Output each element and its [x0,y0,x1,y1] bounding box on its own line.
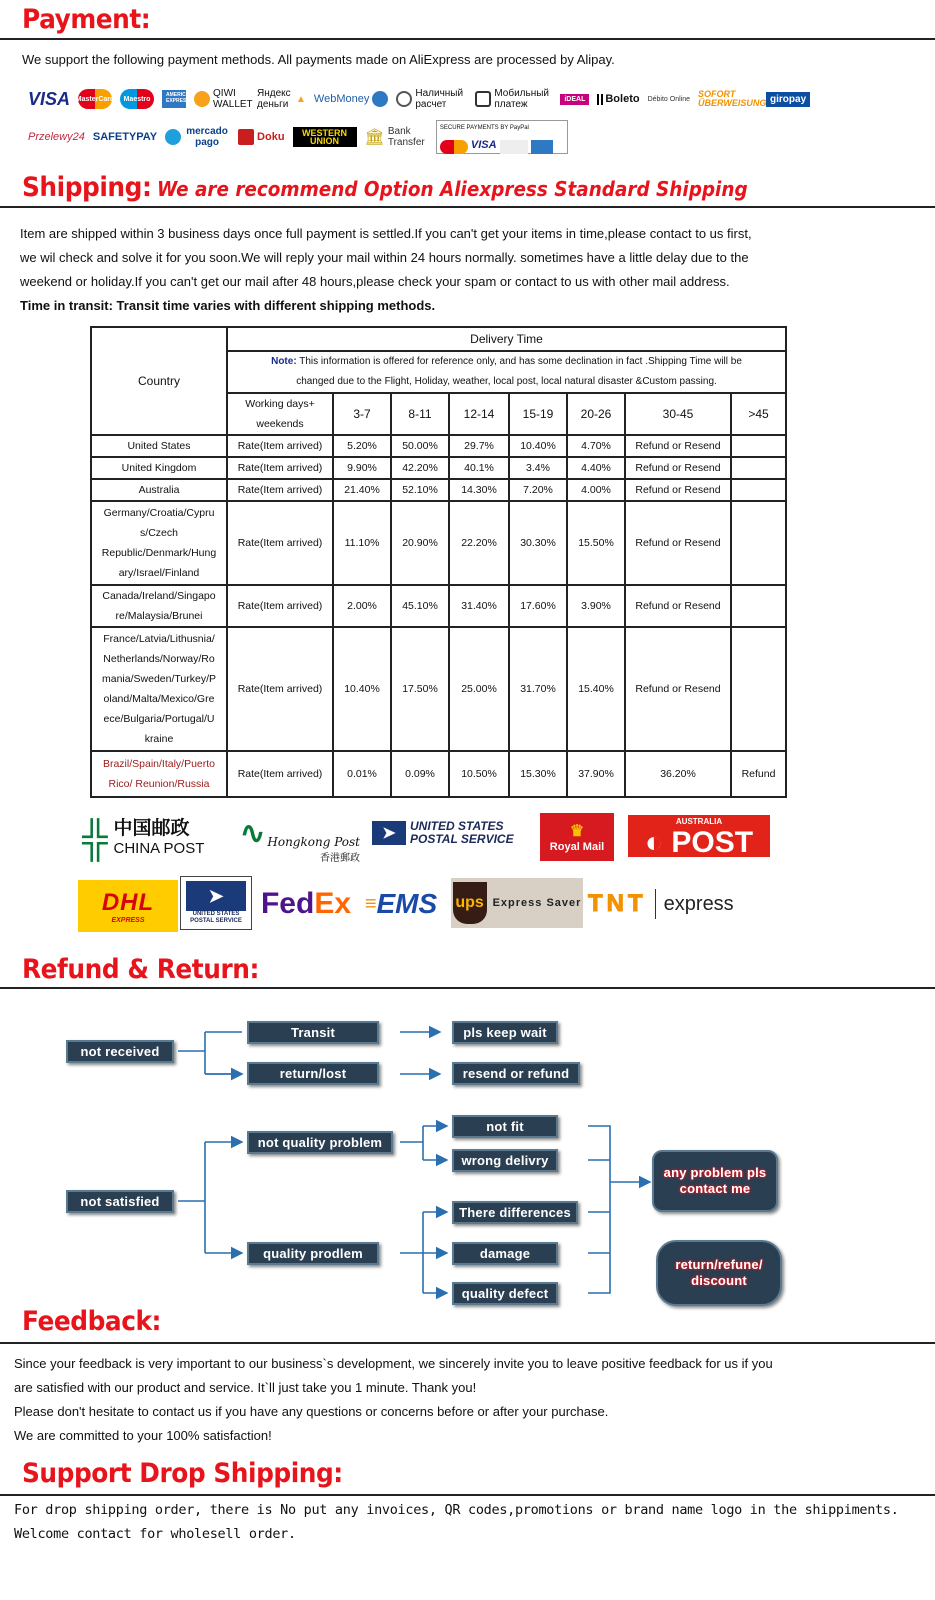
bank-icon: 🏛 [364,128,385,146]
sofort-logo: SOFORT ÜBERWEISUNG [698,89,767,108]
quality-defect-box: quality defect [452,1282,558,1305]
feedback-line-3: Please don't hesitate to contact us if you have any questions or concerns before or after your purchase. [14,1404,609,1419]
payment-divider [0,38,935,40]
maestro-logo: Maestro [120,89,154,109]
working-days-header: Working days+ weekends [227,393,333,435]
ems-logo: ≡ EMS [364,888,438,919]
shipping-line-1: Item are shipped within 3 business days once full payment is settled.If you can't get your items in time,please contact to us first, [20,226,752,241]
rate-cell: 0.01% [333,751,391,797]
rate-cell: 52.10% [391,479,449,501]
delivery-time-table [90,326,787,798]
rate-label-cell: Rate(Item arrived) [227,585,333,627]
rate-label-cell: Rate(Item arrived) [227,751,333,797]
shipping-line-3: weekend or holiday.If you can't get our mail after 48 hours,please check your spam or contact to us with other mail address. [20,274,730,289]
country-line: Canada/Ireland/Singapo [102,590,216,602]
rate-cell: 3.90% [567,585,625,627]
australia-post-icon: ◐ [644,826,672,859]
rate-cell: 17.60% [509,585,567,627]
rate-cell: 21.40% [333,479,391,501]
rate-cell: 29.7% [449,435,509,457]
country-cell [91,479,227,501]
dropship-heading: Support Drop Shipping: [22,1458,343,1489]
rate-cell: 3.4% [509,457,567,479]
feedback-line-2: are satisfied with our product and service. It`ll just take you 1 minute. Thank you! [14,1380,477,1395]
china-post-icon: ╬ [82,818,108,859]
transit-box: Transit [247,1021,379,1044]
shipping-text [20,222,752,318]
doku-logo: Doku [238,129,285,145]
dropship-divider [0,1494,935,1496]
rate-cell: 37.90% [567,751,625,797]
paypal-logo: SECURE PAYMENTS BY PayPal VISA [436,120,568,154]
hongkong-post-logo: ∿ Hongkong Post 香港郵政 [240,817,360,864]
rate-cell: 10.50% [449,751,509,797]
col-header-5: 30-45 [625,393,731,435]
usps-small-logo: ➤ UNITED STATES POSTAL SERVICE [180,876,252,930]
dropship-text [14,1498,899,1546]
rate-cell: 31.40% [449,585,509,627]
bank-transfer-logo: 🏛 Bank Transfer [364,126,425,148]
country-line: France/Latvia/Lithusnia/ [103,633,215,645]
rate-cell: Refund or Resend [625,479,731,501]
mercadopago-logo: mercado pago [165,126,230,148]
rate-cell [731,435,786,457]
return-refund-discount-box: return/refune/ discount [656,1240,782,1306]
visa-logo: VISA [28,88,71,109]
country-line: Australia [138,484,180,496]
resend-or-refund-box: resend or refund [452,1062,580,1085]
tnt-logo: TNT express [588,890,734,917]
wrong-delivry-box: wrong delivry [452,1149,558,1172]
rate-cell: 5.20% [333,435,391,457]
country-cell [91,585,227,627]
rate-cell: 11.10% [333,501,391,585]
royal-mail-logo: ♛ Royal Mail [540,813,614,861]
mobile-payment-logo: Мобильный платеж [475,88,552,110]
rate-cell: 2.00% [333,585,391,627]
rate-cell: 15.40% [567,627,625,751]
shipping-divider [0,206,935,208]
eagle-small-icon: ➤ [186,881,246,911]
feedback-divider [0,1342,935,1344]
not-fit-box: not fit [452,1115,558,1138]
table-row [91,457,786,479]
col-header-2: 12-14 [449,393,509,435]
hongkong-post-icon: ∿ [240,817,266,850]
col-header-0: 3-7 [333,393,391,435]
not-quality-problem-box: not quality problem [247,1131,393,1154]
country-line: ece/Bulgaria/Portugal/U [103,713,215,725]
paypal-mastercard-icon [440,140,468,154]
eagle-icon: ➤ [372,821,406,845]
yandex-money-logo: Яндекс деньги ▲ [257,88,306,110]
fedex-logo: Fed Ex [260,887,352,920]
handshake-icon [165,129,181,145]
country-cell [91,751,227,797]
amex-logo: AMERICAN EXPRESS [162,90,186,108]
rate-cell: 10.40% [333,627,391,751]
western-union-logo: WESTERN UNION [293,127,357,147]
country-line: Republic/Denmark/Hung [101,547,217,559]
rate-cell: 22.20% [449,501,509,585]
refund-divider [0,987,935,989]
rate-cell: 20.90% [391,501,449,585]
rate-cell: Refund or Resend [625,435,731,457]
col-header-1: 8-11 [391,393,449,435]
rate-cell: 40.1% [449,457,509,479]
shipping-line-2: we wil check and solve it for you soon.We will reply your mail within 24 hours normally. sometimes have a little delay due to the [20,250,749,265]
ups-logo: ups Express Saver [451,878,583,928]
rate-cell: 30.30% [509,501,567,585]
globe-icon [372,91,388,107]
rate-label-cell: Rate(Item arrived) [227,457,333,479]
pls-keep-wait-box: pls keep wait [452,1021,558,1044]
feedback-heading: Feedback: [22,1306,162,1337]
delivery-time-header: Delivery Time [227,327,786,351]
table-row [91,751,786,797]
shipping-note: Note: This information is offered for reference only, and has some declination in fact .Shipping Time will be changed due to the Flight, Holiday, weather, local post, local natural disaster &Custom passing. [227,351,786,393]
transit-time-note: Time in transit: Transit time varies with different shipping methods. [20,298,436,313]
country-line: United Kingdom [121,462,197,474]
usps-logo: ➤ UNITED STATES POSTAL SERVICE [372,818,527,848]
country-line: mania/Sweden/Turkey/P [102,673,216,685]
rate-cell: 14.30% [449,479,509,501]
country-line: Rico/ Reunion/Russia [108,778,210,790]
country-line: kraine [144,733,174,745]
ups-shield-icon: ups [453,882,487,924]
rate-cell: 15.30% [509,751,567,797]
rate-cell: Refund or Resend [625,457,731,479]
table-row [91,501,786,585]
paypal-visa-icon: VISA [470,139,497,151]
country-cell [91,627,227,751]
tnt-divider [655,889,656,919]
australia-post-logo: AUSTRALIA ◐ POST [628,815,770,857]
paypal-discover-icon [500,140,528,154]
china-post-logo: ╬ 中国邮政 CHINA POST [82,818,205,859]
rate-cell: Refund or Resend [625,627,731,751]
country-line: s/Czech [140,527,178,539]
contact-me-box: any problem pls contact me [652,1150,778,1212]
shipping-subtitle: We are recommend Option Aliexpress Standard Shipping [156,177,748,201]
paypal-amex-icon [531,140,553,154]
rate-cell: 45.10% [391,585,449,627]
giropay-logo: giropay [766,92,810,107]
rate-cell: Refund [731,751,786,797]
not-received-box: not received [66,1040,174,1063]
payment-heading: Payment: [22,4,151,35]
feedback-line-4: We are committed to your 100% satisfaction! [14,1428,272,1443]
country-line: United States [127,440,191,452]
country-line: ary/Israel/Finland [118,567,200,579]
rate-cell: 0.09% [391,751,449,797]
rate-label-cell: Rate(Item arrived) [227,479,333,501]
coin-icon [396,91,412,107]
phone-icon [475,91,491,107]
rate-label-cell: Rate(Item arrived) [227,435,333,457]
cash-logo: Наличный расчет [396,88,467,110]
rate-cell: 15.50% [567,501,625,585]
rate-cell [731,585,786,627]
rate-cell: 50.00% [391,435,449,457]
rate-label-cell: Rate(Item arrived) [227,627,333,751]
rate-cell: 17.50% [391,627,449,751]
rate-cell: 9.90% [333,457,391,479]
table-row [91,479,786,501]
dropship-line-1: For drop shipping order, there is No put any invoices, QR codes,promotions or brand name logo in the shippiments. [14,1502,899,1518]
rate-cell [731,627,786,751]
country-header: Country [91,327,227,435]
qiwi-icon [194,91,210,107]
shipping-heading: Shipping: We are recommend Option Aliexpress Standard Shipping [22,172,748,203]
rate-cell: 10.40% [509,435,567,457]
debito-online-logo: Débito Online [647,95,691,103]
safetypay-logo: SAFETYPAY [92,130,158,143]
rate-cell: 4.70% [567,435,625,457]
rate-cell: 4.40% [567,457,625,479]
country-cell [91,435,227,457]
payment-intro: We support the following payment methods. All payments made on AliExpress are processed by Alipay. [22,52,615,67]
rate-cell: 31.70% [509,627,567,751]
feedback-text [14,1352,773,1448]
country-cell [91,457,227,479]
crown-icon: ♛ [569,823,585,840]
rate-cell: 25.00% [449,627,509,751]
table-row [91,585,786,627]
refund-heading: Refund & Return: [22,954,259,985]
doku-icon [238,129,254,145]
payment-logos-row-1 [28,88,810,110]
rate-cell: Refund or Resend [625,585,731,627]
table-row [91,627,786,751]
rate-cell: Refund or Resend [625,501,731,585]
przelewy24-logo: Przelewy24 [28,130,85,143]
country-line: Brazil/Spain/Italy/Puerto [102,758,216,770]
there-differences-box: There differences [452,1201,578,1224]
qiwi-logo: QIWI WALLET [194,88,249,110]
dhl-logo: DHL EXPRESS [78,880,178,932]
table-row [91,435,786,457]
country-line: re/Malaysia/Brunei [115,610,203,622]
rate-cell [731,479,786,501]
mastercard-logo: MasterCard [78,89,112,109]
ideal-logo: iDEAL [560,94,589,105]
rate-cell: 36.20% [625,751,731,797]
boleto-logo: Boleto [597,94,639,105]
return-lost-box: return/lost [247,1062,379,1085]
rate-cell [731,457,786,479]
rate-cell: 7.20% [509,479,567,501]
country-cell [91,501,227,585]
country-line: oland/Malta/Mexico/Gre [103,693,215,705]
col-header-4: 20-26 [567,393,625,435]
payment-logos-row-2 [28,120,568,154]
not-satisfied-box: not satisfied [66,1190,174,1213]
rate-cell: 42.20% [391,457,449,479]
rate-cell [731,501,786,585]
ems-wing-icon: ≡ [364,892,377,915]
col-header-3: 15-19 [509,393,567,435]
rate-label-cell: Rate(Item arrived) [227,501,333,585]
col-header-6: >45 [731,393,786,435]
rate-cell: 4.00% [567,479,625,501]
feedback-line-1: Since your feedback is very important to our business`s development, we sincerely invite you to leave positive feedback for us if you [14,1356,773,1371]
country-line: Germany/Croatia/Cypru [103,507,215,519]
damage-box: damage [452,1242,558,1265]
webmoney-logo: WebMoney [314,91,388,107]
dropship-line-2: Welcome contact for wholesell order. [14,1526,296,1542]
country-line: Netherlands/Norway/Ro [103,653,215,665]
quality-prodlem-box: quality prodlem [247,1242,379,1265]
